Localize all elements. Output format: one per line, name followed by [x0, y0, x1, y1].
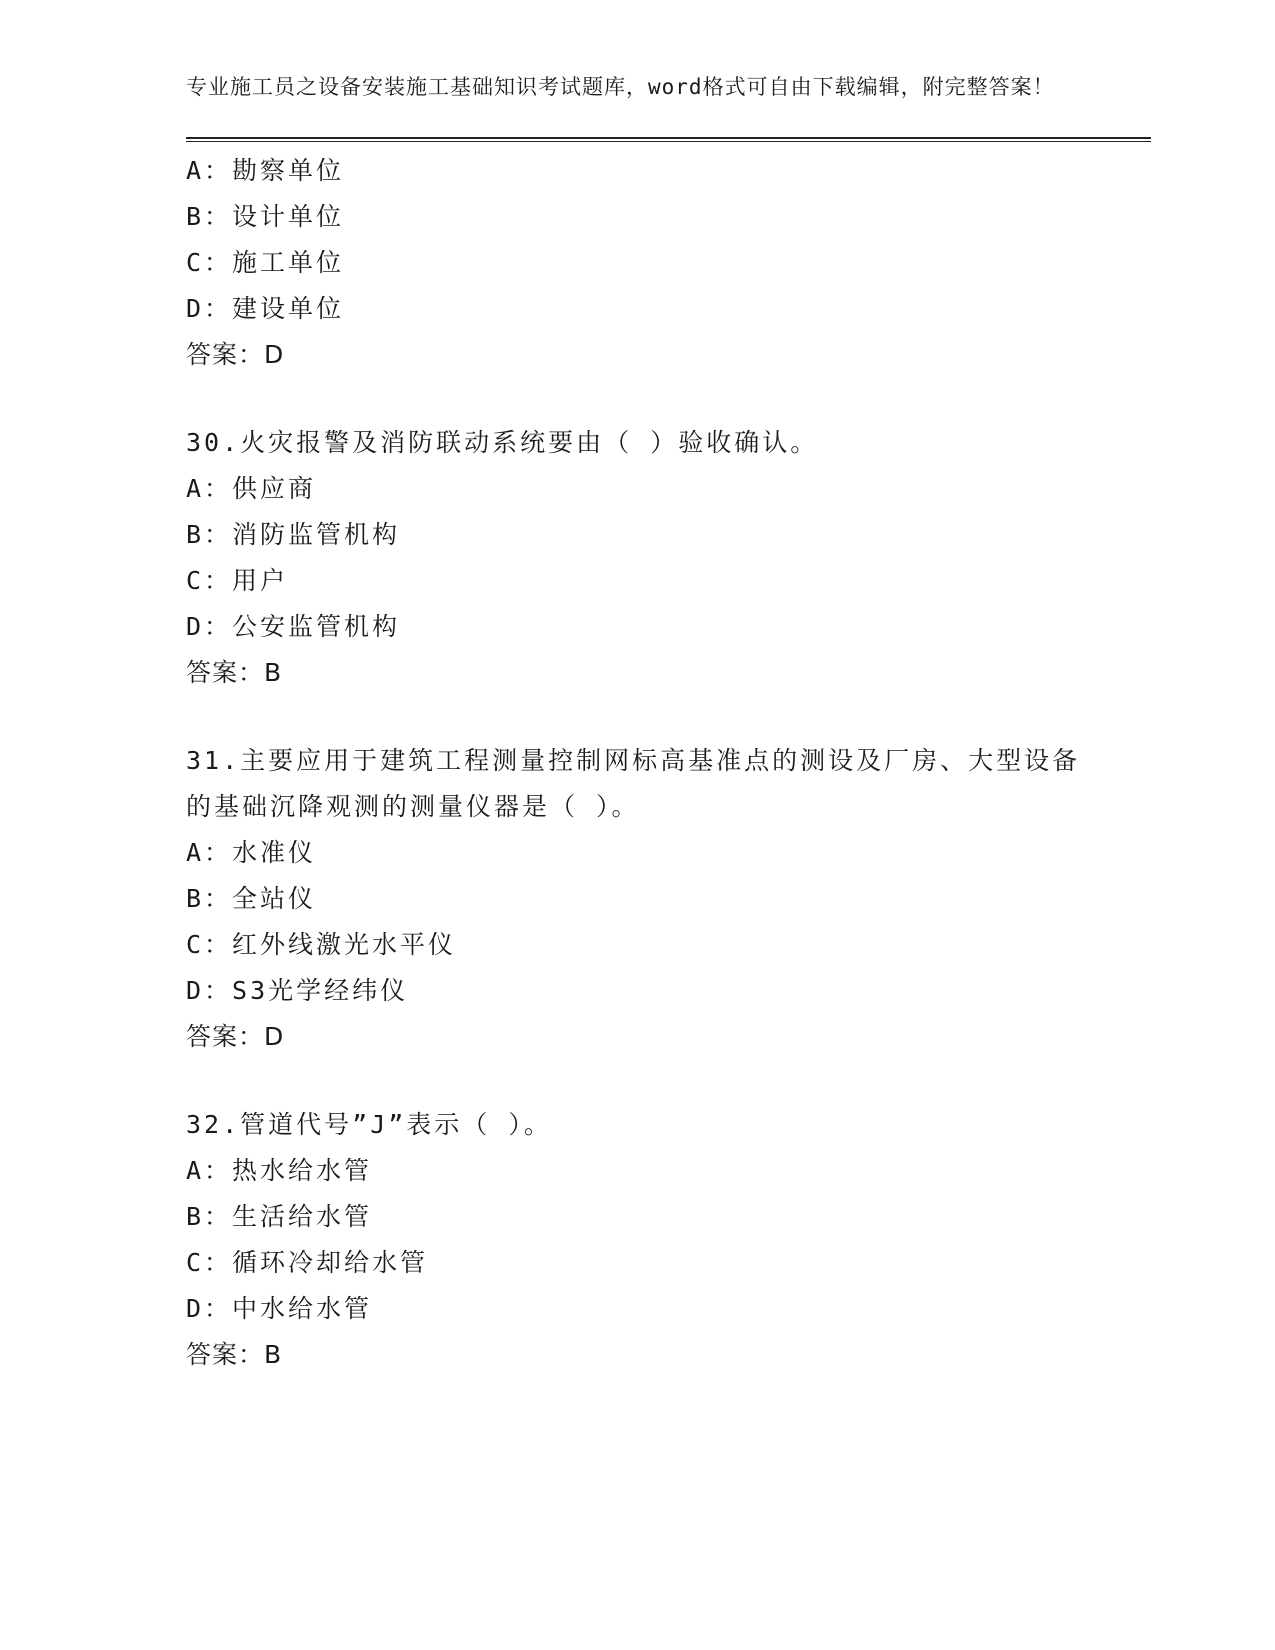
option-b: B：生活给水管	[186, 1202, 373, 1231]
option-d: D：公安监管机构	[186, 612, 401, 641]
option-b: B：消防监管机构	[186, 520, 401, 549]
document-header: 专业施工员之设备安装施工基础知识考试题库，word格式可自由下载编辑，附完整答案！	[186, 75, 1055, 99]
option-b: B：全站仪	[186, 884, 317, 913]
option-d: D：S3光学经纬仪	[186, 976, 409, 1005]
question-30-block	[186, 420, 1151, 696]
question-stem: 30.火灾报警及消防联动系统要由（ ）验收确认。	[186, 428, 819, 457]
answer-line: 答案：D	[186, 340, 285, 369]
option-a: A：水准仪	[186, 838, 317, 867]
question-stem: 32.管道代号”J”表示（ ）。	[186, 1110, 552, 1139]
option-c: C：用户	[186, 566, 289, 595]
option-d: D：中水给水管	[186, 1294, 373, 1323]
option-c: C：施工单位	[186, 248, 345, 277]
question-29-block	[186, 148, 1151, 378]
option-b: B：设计单位	[186, 202, 345, 231]
option-a: A：热水给水管	[186, 1156, 373, 1185]
option-a: A：供应商	[186, 474, 317, 503]
question-32-block	[186, 1102, 1151, 1378]
option-c: C：红外线激光水平仪	[186, 930, 457, 959]
option-d: D：建设单位	[186, 294, 345, 323]
document-page	[186, 70, 1151, 1378]
answer-line: 答案：D	[186, 1022, 285, 1051]
question-31-block	[186, 738, 1151, 1060]
header-divider	[186, 137, 1151, 142]
answer-line: 答案：B	[186, 658, 283, 687]
option-c: C：循环冷却给水管	[186, 1248, 429, 1277]
question-stem: 31.主要应用于建筑工程测量控制网标高基准点的测设及厂房、大型设备的基础沉降观测的测量仪器是（ ）。	[186, 746, 1081, 821]
option-a: A：勘察单位	[186, 156, 345, 185]
answer-line: 答案：B	[186, 1340, 283, 1369]
